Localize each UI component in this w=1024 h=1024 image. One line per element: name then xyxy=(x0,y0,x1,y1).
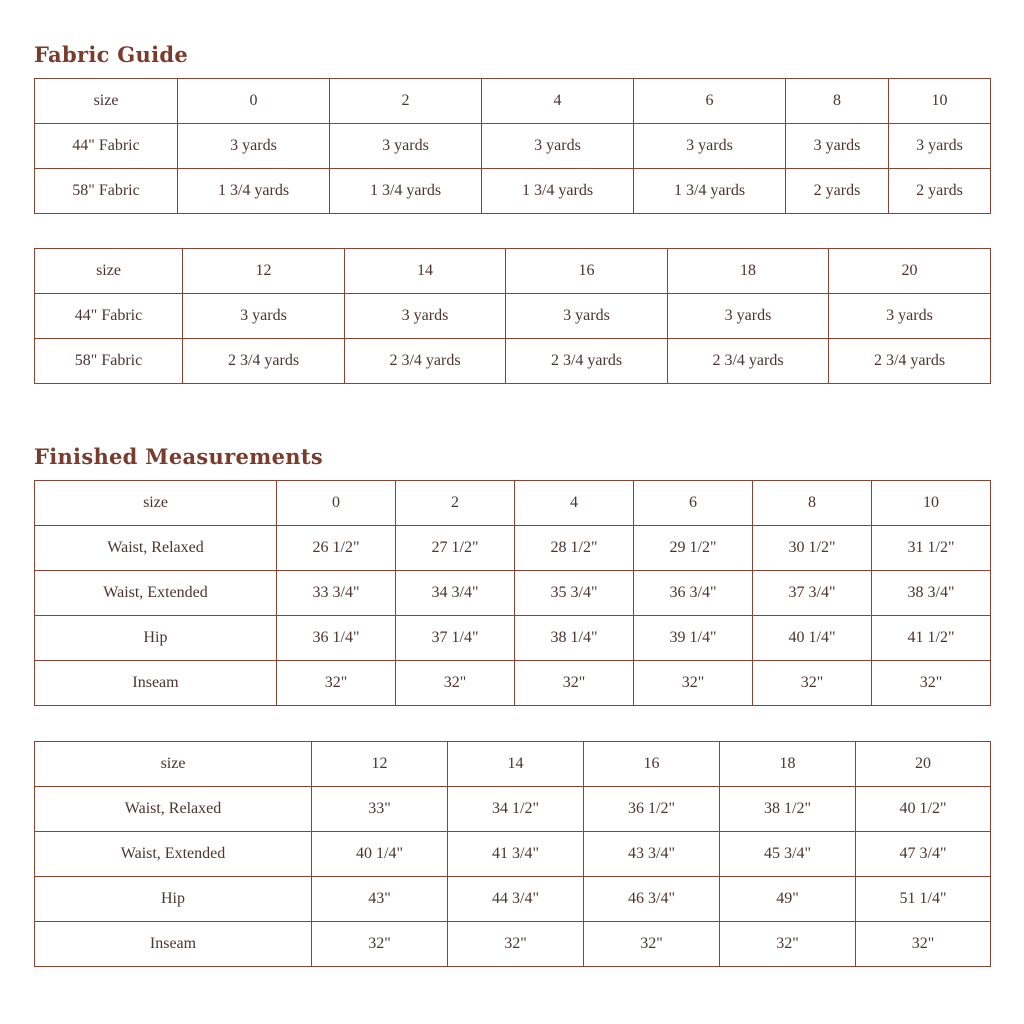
table-cell: 3 yards xyxy=(889,124,991,169)
row-label: Hip xyxy=(35,616,277,661)
table-header-row xyxy=(35,742,991,787)
table-cell: 45 3/4" xyxy=(720,832,856,877)
table-cell: 49" xyxy=(720,877,856,922)
table-cell: 51 1/4" xyxy=(856,877,991,922)
table-cell: 27 1/2" xyxy=(396,526,515,571)
row-label: Hip xyxy=(35,877,312,922)
table-cell: 1 3/4 yards xyxy=(178,169,330,214)
table-cell: 35 3/4" xyxy=(515,571,634,616)
table-cell: 2 3/4 yards xyxy=(668,339,829,384)
table-cell: 2 3/4 yards xyxy=(183,339,345,384)
table-cell: 2 yards xyxy=(889,169,991,214)
fabric-guide-table-2 xyxy=(34,248,991,384)
table-cell: 38 1/4" xyxy=(515,616,634,661)
header-cell: 16 xyxy=(584,742,720,787)
finished-measurements-table-1 xyxy=(34,480,991,706)
table-cell: 41 3/4" xyxy=(448,832,584,877)
table-cell: 44 3/4" xyxy=(448,877,584,922)
row-label: Waist, Extended xyxy=(35,571,277,616)
table-cell: 46 3/4" xyxy=(584,877,720,922)
table-cell: 43" xyxy=(312,877,448,922)
header-cell: 14 xyxy=(448,742,584,787)
finished-measurements-table-2 xyxy=(34,741,991,967)
table-cell: 32" xyxy=(396,661,515,706)
table-cell: 38 1/2" xyxy=(720,787,856,832)
header-cell: 6 xyxy=(634,79,786,124)
header-cell: 18 xyxy=(720,742,856,787)
header-cell: 12 xyxy=(183,249,345,294)
header-cell: 4 xyxy=(482,79,634,124)
table-cell: 2 3/4 yards xyxy=(345,339,506,384)
table-cell: 32" xyxy=(515,661,634,706)
table-cell: 32" xyxy=(634,661,753,706)
table-cell: 40 1/2" xyxy=(856,787,991,832)
table-cell: 32" xyxy=(872,661,991,706)
table-cell: 32" xyxy=(277,661,396,706)
table-cell: 1 3/4 yards xyxy=(634,169,786,214)
header-cell: 10 xyxy=(872,481,991,526)
table-cell: 32" xyxy=(584,922,720,967)
table-cell: 34 3/4" xyxy=(396,571,515,616)
table-cell: 3 yards xyxy=(178,124,330,169)
row-label: Waist, Relaxed xyxy=(35,787,312,832)
table-cell: 2 3/4 yards xyxy=(506,339,668,384)
table-cell: 36 3/4" xyxy=(634,571,753,616)
table-cell: 2 3/4 yards xyxy=(829,339,991,384)
table-row xyxy=(35,124,991,169)
header-cell: 16 xyxy=(506,249,668,294)
header-cell: 2 xyxy=(330,79,482,124)
table-row xyxy=(35,877,991,922)
table-header-row xyxy=(35,481,991,526)
table-cell: 2 yards xyxy=(786,169,889,214)
table-cell: 38 3/4" xyxy=(872,571,991,616)
table-row xyxy=(35,832,991,877)
header-cell: size xyxy=(35,481,277,526)
table-cell: 33" xyxy=(312,787,448,832)
row-label: 44" Fabric xyxy=(35,124,178,169)
header-cell: 20 xyxy=(856,742,991,787)
table-row xyxy=(35,169,991,214)
table-row xyxy=(35,922,991,967)
table-cell: 43 3/4" xyxy=(584,832,720,877)
table-row xyxy=(35,571,991,616)
table-cell: 37 1/4" xyxy=(396,616,515,661)
row-label: Inseam xyxy=(35,661,277,706)
table-cell: 1 3/4 yards xyxy=(330,169,482,214)
table-cell: 3 yards xyxy=(345,294,506,339)
table-cell: 26 1/2" xyxy=(277,526,396,571)
table-row xyxy=(35,787,991,832)
table-cell: 3 yards xyxy=(668,294,829,339)
table-header-row xyxy=(35,249,991,294)
header-cell: 8 xyxy=(786,79,889,124)
table-cell: 40 1/4" xyxy=(753,616,872,661)
table-cell: 3 yards xyxy=(330,124,482,169)
table-cell: 41 1/2" xyxy=(872,616,991,661)
table-cell: 34 1/2" xyxy=(448,787,584,832)
header-cell: 10 xyxy=(889,79,991,124)
table-cell: 37 3/4" xyxy=(753,571,872,616)
row-label: 44" Fabric xyxy=(35,294,183,339)
fabric-guide-title: Fabric Guide xyxy=(34,42,189,67)
header-cell: 0 xyxy=(178,79,330,124)
table-cell: 30 1/2" xyxy=(753,526,872,571)
finished-measurements-title: Finished Measurements xyxy=(34,444,323,469)
row-label: Waist, Relaxed xyxy=(35,526,277,571)
row-label: 58" Fabric xyxy=(35,339,183,384)
header-cell: size xyxy=(35,79,178,124)
table-cell: 32" xyxy=(448,922,584,967)
table-cell: 40 1/4" xyxy=(312,832,448,877)
header-cell: 0 xyxy=(277,481,396,526)
table-cell: 32" xyxy=(856,922,991,967)
table-cell: 31 1/2" xyxy=(872,526,991,571)
table-cell: 28 1/2" xyxy=(515,526,634,571)
table-row xyxy=(35,661,991,706)
table-cell: 47 3/4" xyxy=(856,832,991,877)
table-row xyxy=(35,616,991,661)
table-cell: 36 1/4" xyxy=(277,616,396,661)
table-cell: 3 yards xyxy=(506,294,668,339)
table-cell: 36 1/2" xyxy=(584,787,720,832)
table-cell: 3 yards xyxy=(634,124,786,169)
table-cell: 32" xyxy=(720,922,856,967)
table-cell: 32" xyxy=(312,922,448,967)
table-cell: 33 3/4" xyxy=(277,571,396,616)
table-cell: 39 1/4" xyxy=(634,616,753,661)
header-cell: 18 xyxy=(668,249,829,294)
table-header-row xyxy=(35,79,991,124)
table-cell: 3 yards xyxy=(829,294,991,339)
table-cell: 3 yards xyxy=(183,294,345,339)
table-cell: 3 yards xyxy=(786,124,889,169)
row-label: Waist, Extended xyxy=(35,832,312,877)
table-row xyxy=(35,526,991,571)
header-cell: 12 xyxy=(312,742,448,787)
table-row xyxy=(35,339,991,384)
row-label: 58" Fabric xyxy=(35,169,178,214)
table-row xyxy=(35,294,991,339)
table-cell: 1 3/4 yards xyxy=(482,169,634,214)
table-cell: 29 1/2" xyxy=(634,526,753,571)
header-cell: 20 xyxy=(829,249,991,294)
header-cell: 14 xyxy=(345,249,506,294)
fabric-guide-table-1 xyxy=(34,78,991,214)
header-cell: 4 xyxy=(515,481,634,526)
table-cell: 32" xyxy=(753,661,872,706)
header-cell: size xyxy=(35,742,312,787)
table-cell: 3 yards xyxy=(482,124,634,169)
header-cell: size xyxy=(35,249,183,294)
header-cell: 2 xyxy=(396,481,515,526)
header-cell: 6 xyxy=(634,481,753,526)
row-label: Inseam xyxy=(35,922,312,967)
header-cell: 8 xyxy=(753,481,872,526)
